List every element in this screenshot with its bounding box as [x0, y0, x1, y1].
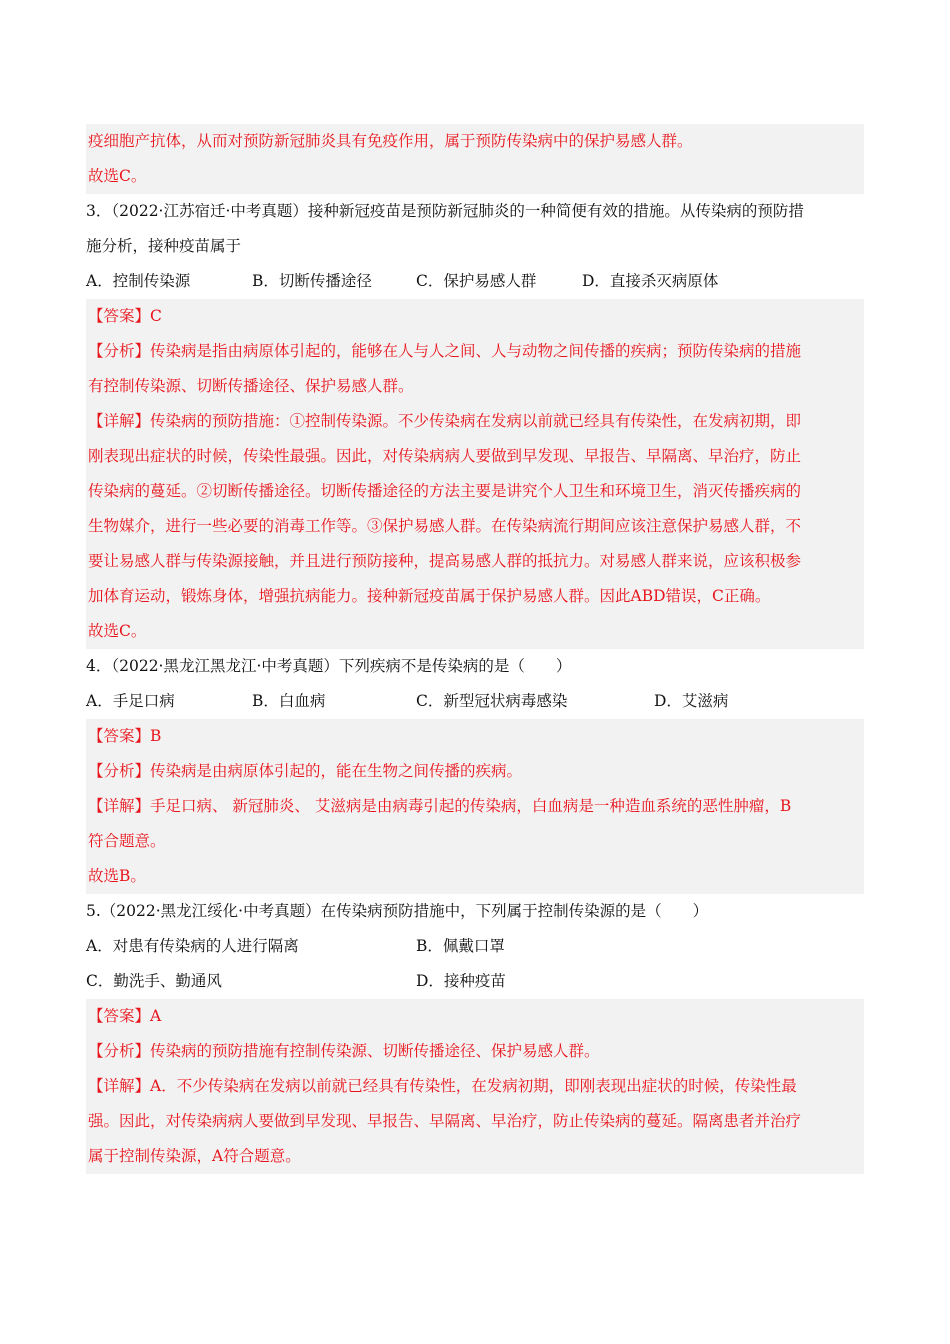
analysis-line: 【分析】传染病是指由病原体引起的，能够在人与人之间、人与动物之间传播的疾病；预防传染病的措施 — [86, 334, 864, 369]
question-3-options — [86, 264, 864, 299]
question-4-options — [86, 684, 864, 719]
detail-line: 刚表现出症状的时候，传染性最强。因此，对传染病病人要做到早发现、早报告、早隔离、早治疗，防止 — [86, 439, 864, 474]
question-5-options-row1 — [86, 929, 864, 964]
option-d: D．艾滋病 — [654, 692, 729, 710]
option-c: C．勤洗手、勤通风 — [86, 972, 222, 990]
answer-label: 【答案】C — [86, 299, 864, 334]
detail-line: 【详解】传染病的预防措施：①控制传染源。不少传染病在发病以前就已经具有传染性，在发病初期，即 — [86, 404, 864, 439]
option-b: B．切断传播途径 — [252, 272, 372, 290]
answer-label: 【答案】B — [86, 719, 864, 754]
option-a: A．对患有传染病的人进行隔离 — [86, 937, 299, 955]
option-b: B．白血病 — [252, 692, 326, 710]
detail-line: 【详解】手足口病、 新冠肺炎、 艾滋病是由病毒引起的传染病，白血病是一种造血系统的恶性肿瘤，B — [86, 789, 864, 824]
analysis-line: 【分析】传染病的预防措施有控制传染源、切断传播途径、保护易感人群。 — [86, 1034, 864, 1069]
detail-line: 故选B。 — [86, 859, 864, 894]
detail-line: 故选C。 — [86, 614, 864, 649]
option-d: D．直接杀灭病原体 — [582, 272, 719, 290]
analysis-line: 【分析】传染病是由病原体引起的，能在生物之间传播的疾病。 — [86, 754, 864, 789]
document-page — [86, 124, 864, 1174]
detail-line: 强。因此，对传染病病人要做到早发现、早报告、早隔离、早治疗，防止传染病的蔓延。隔离患者并治疗 — [86, 1104, 864, 1139]
detail-line: 传染病的蔓延。②切断传播途径。切断传播途径的方法主要是讲究个人卫生和环境卫生，消灭传播疾病的 — [86, 474, 864, 509]
detail-line: 加体育运动，锻炼身体，增强抗病能力。接种新冠疫苗属于保护易感人群。因此ABD错误，C正确。 — [86, 579, 864, 614]
option-d: D．接种疫苗 — [416, 972, 506, 990]
question-4-stem: 4．（2022·黑龙江黑龙江·中考真题）下列疾病不是传染病的是（ ） — [86, 657, 572, 675]
question-3-stem: 3．（2022·江苏宿迁·中考真题）接种新冠疫苗是预防新冠肺炎的一种简便有效的措施。从传染病的预防措 — [86, 202, 804, 220]
detail-line: 属于控制传染源，A符合题意。 — [86, 1139, 864, 1174]
option-c: C．保护易感人群 — [416, 272, 537, 290]
detail-line: 符合题意。 — [86, 824, 864, 859]
answer-line: 故选C。 — [86, 159, 864, 194]
detail-line: 生物媒介，进行一些必要的消毒工作等。③保护易感人群。在传染病流行期间应该注意保护易感人群，不 — [86, 509, 864, 544]
detail-line: 要让易感人群与传染源接触，并且进行预防接种，提高易感人群的抵抗力。对易感人群来说，应该积极参 — [86, 544, 864, 579]
analysis-line: 有控制传染源、切断传播途径、保护易感人群。 — [86, 369, 864, 404]
option-a: A．控制传染源 — [86, 272, 191, 290]
question-5-options-row2 — [86, 964, 864, 999]
question-3-stem: 施分析，接种疫苗属于 — [86, 237, 242, 255]
answer-line: 疫细胞产抗体，从而对预防新冠肺炎具有免疫作用，属于预防传染病中的保护易感人群。 — [86, 124, 864, 159]
question-5-stem: 5.（2022·黑龙江绥化·中考真题）在传染病预防措施中，下列属于控制传染源的是（ ） — [86, 902, 709, 920]
option-b: B．佩戴口罩 — [416, 937, 505, 955]
option-c: C．新型冠状病毒感染 — [416, 692, 568, 710]
option-a: A．手足口病 — [86, 692, 175, 710]
answer-label: 【答案】A — [86, 999, 864, 1034]
detail-line: 【详解】A．不少传染病在发病以前就已经具有传染性，在发病初期，即刚表现出症状的时候，传染性最 — [86, 1069, 864, 1104]
